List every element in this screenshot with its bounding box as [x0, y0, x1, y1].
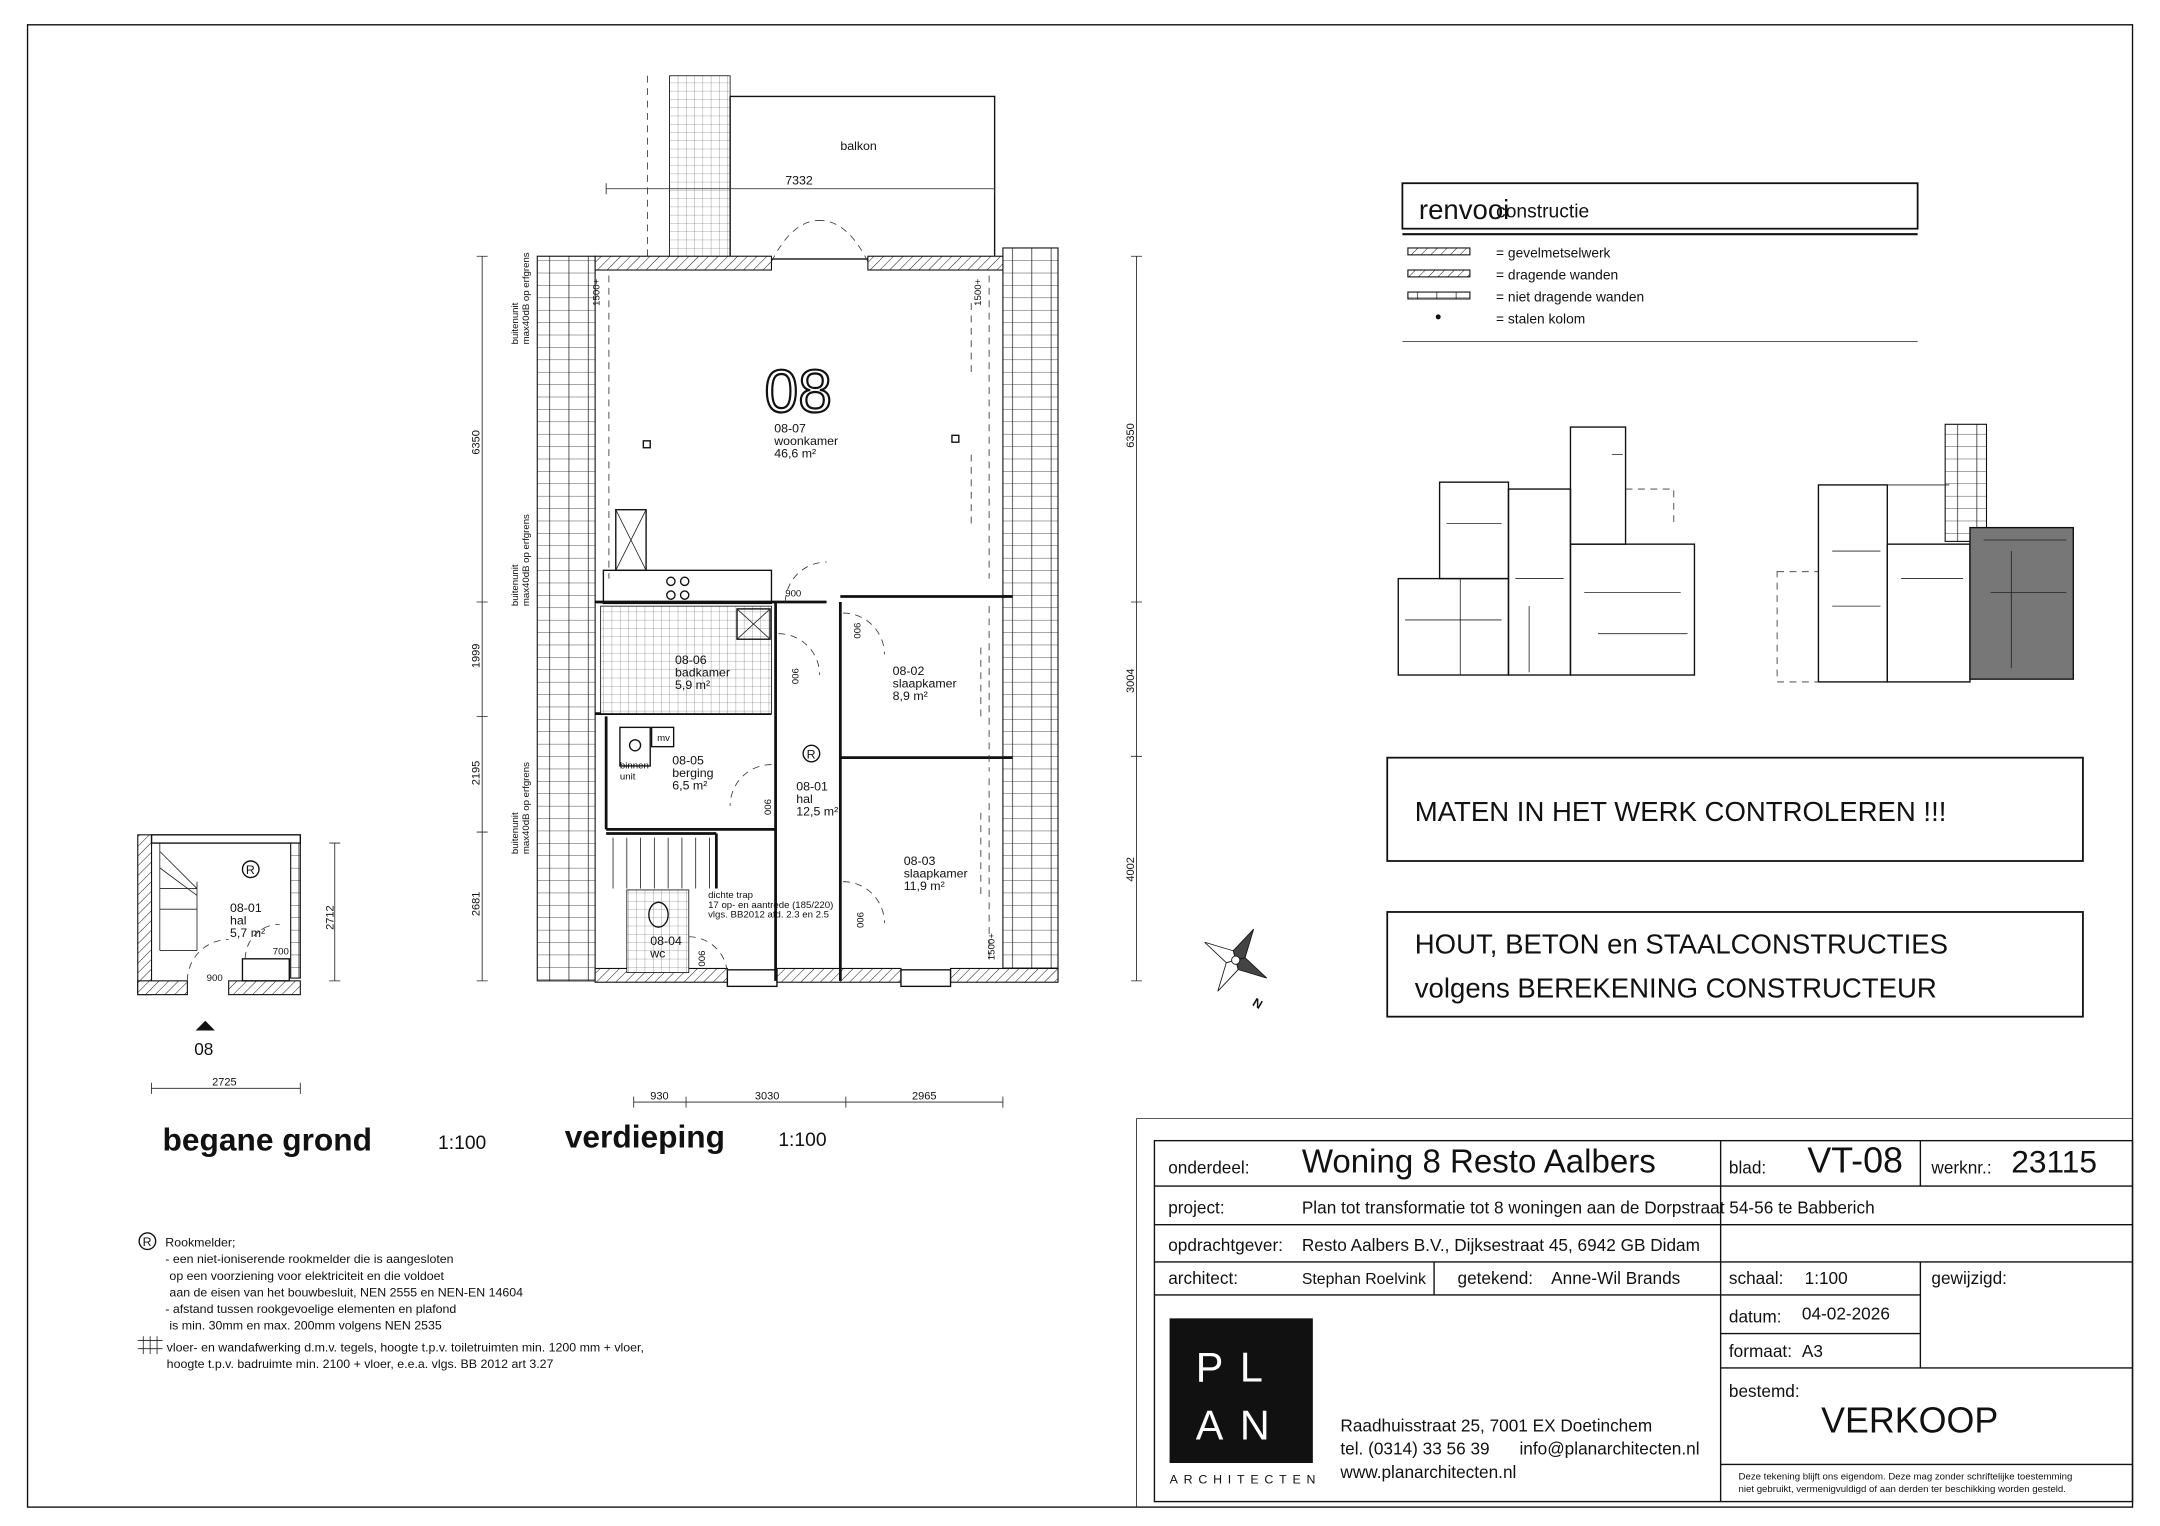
dim-horizontal: 2725: [212, 1076, 237, 1089]
legend-kolom-icon: [1436, 314, 1441, 319]
svg-text:- een niet-ioniserende rookmel: - een niet-ioniserende rookmelder die is aangesloten: [165, 1252, 454, 1267]
tile-symbol-icon: [138, 1336, 163, 1354]
title-schaal: 1:100: [1804, 1267, 1848, 1288]
svg-text:17 op- en aantrede (185/220): 17 op- en aantrede (185/220): [708, 899, 834, 911]
svg-text:hoogte t.p.v. badruimte min. 2: hoogte t.p.v. badruimte min. 2100 + vloer, e.e.a. vlgs. BB 2012 art 3.27: [166, 1356, 554, 1371]
svg-text:08-05: 08-05: [672, 753, 704, 768]
svg-text:46,6 m²: 46,6 m²: [774, 446, 817, 461]
dim-line-bottom: [634, 1097, 1003, 1108]
door-width: 900: [695, 950, 707, 967]
svg-text:8,9 m²: 8,9 m²: [892, 688, 928, 703]
svg-text:max40dB op erfgrens: max40dB op erfgrens: [520, 252, 532, 345]
svg-text:badkamer: badkamer: [675, 665, 731, 680]
dim-bottom: 3030: [754, 1090, 780, 1103]
legend-renvooi: [1402, 183, 1917, 341]
disclaimer: niet gebruikt, vermenigvuldigd of aan derden ter beschikking worden gesteld.: [1738, 1483, 2066, 1495]
key-plan-site: [1398, 427, 1694, 675]
facade-wall-left: [537, 256, 595, 981]
svg-text:vloer- en wandafwerking d.m.v.: vloer- en wandafwerking d.m.v. tegels, hoogte t.p.v. toiletruimten min. 1200 mm + vloer,: [166, 1340, 644, 1355]
floor-plan-begane-grond: [138, 835, 487, 1157]
svg-text:project:: project:: [1168, 1197, 1225, 1218]
svg-text:woonkamer: woonkamer: [774, 433, 839, 448]
plan-title-begane-grond: begane grond: [162, 1121, 372, 1158]
svg-text:= niet dragende wanden: = niet dragende wanden: [1496, 289, 1645, 305]
entrance-label: 08: [194, 1039, 214, 1060]
dim-bottom: 930: [650, 1090, 669, 1103]
balcony-doors: [771, 220, 867, 261]
svg-text:blad:: blad:: [1728, 1157, 1767, 1178]
svg-text:5,9 m²: 5,9 m²: [675, 677, 711, 692]
svg-text:berging: berging: [672, 765, 714, 780]
stairs-ground: [160, 843, 197, 950]
notes: [138, 1233, 644, 1371]
entrance-arrow-icon: [196, 1021, 215, 1031]
facade-wall-right: [1003, 248, 1058, 981]
title-project: Plan tot transformatie tot 8 woningen aan de Dorpstraat 54-56 te Babberich: [1301, 1197, 1875, 1218]
svg-text:vlgs. BB2012 afd. 2.3 en 2.5: vlgs. BB2012 afd. 2.3 en 2.5: [708, 909, 830, 921]
dim-line-left: [477, 256, 488, 981]
title-formaat: A3: [1801, 1340, 1823, 1361]
room-name: hal: [230, 913, 247, 928]
door-width: 900: [789, 668, 801, 685]
room-area: 5,7 m²: [230, 925, 266, 940]
dim-left: 6350: [470, 430, 483, 455]
svg-text:11,9 m²: 11,9 m²: [903, 878, 945, 893]
svg-text:slaapkamer: slaapkamer: [892, 676, 957, 691]
email: info@planarchitecten.nl: [1519, 1438, 1700, 1459]
door-width: 900: [761, 799, 773, 816]
door-width: 900: [206, 972, 223, 984]
svg-text:- afstand tussen rookgevoelige: - afstand tussen rookgevoelige elementen en plafond: [165, 1301, 457, 1316]
svg-text:slaapkamer: slaapkamer: [903, 866, 968, 881]
svg-text:schaal:: schaal:: [1728, 1267, 1784, 1288]
svg-text:architect:: architect:: [1168, 1267, 1239, 1288]
floor-plan-verdieping: [470, 76, 1142, 1155]
title-werknr: 23115: [2011, 1143, 2098, 1180]
warning-measurements: MATEN IN HET WERK CONTROLEREN !!!: [1414, 796, 1947, 828]
plan-title-verdieping: verdieping: [564, 1118, 725, 1155]
plan-architecten-logo: [1170, 1318, 1322, 1486]
dim-left: 1999: [470, 643, 483, 669]
door-width: 900: [851, 622, 863, 639]
room-label-berging: [672, 754, 713, 793]
address: Raadhuisstraat 25, 7001 EX Doetinchem: [1340, 1415, 1653, 1436]
binnen-unit-label: binnen: [619, 760, 649, 772]
north-arrow-icon: [1187, 911, 1285, 1009]
svg-text:is min. 30mm en max. 200mm vol: is min. 30mm en max. 200mm volgens NEN 2535: [169, 1318, 442, 1333]
north-label: N: [1250, 995, 1265, 1012]
svg-text:PL: PL: [1195, 1344, 1280, 1391]
door-width: 900: [785, 588, 802, 600]
svg-text:dichte trap: dichte trap: [708, 890, 754, 902]
svg-text:formaat:: formaat:: [1728, 1340, 1792, 1361]
svg-text:buitenunit: buitenunit: [509, 812, 521, 855]
legend-gevel-icon: [1408, 248, 1470, 255]
svg-text:op een voorziening voor elektr: op een voorziening voor elektriciteit en die voldoet: [169, 1268, 444, 1283]
svg-text:12,5 m²: 12,5 m²: [796, 804, 839, 819]
room-label-slaapkamer-2: [904, 854, 968, 893]
height-mark: 1500+: [972, 278, 984, 306]
room-label-hal: [796, 780, 838, 819]
svg-text:08-02: 08-02: [892, 664, 925, 679]
title-architect: Stephan Roelvink: [1301, 1270, 1426, 1288]
dim-left: 2681: [470, 891, 483, 917]
title-block: [1137, 1119, 2133, 1507]
svg-text:08-01: 08-01: [796, 779, 828, 794]
height-mark: 1500+: [986, 933, 998, 961]
door-width: 900: [853, 911, 865, 929]
svg-text:opdrachtgever:: opdrachtgever:: [1168, 1234, 1283, 1255]
svg-text:max40dB op erfgrens: max40dB op erfgrens: [520, 762, 532, 855]
dim-vertical: 2712: [324, 905, 337, 930]
title-getekend: Anne-Wil Brands: [1551, 1267, 1681, 1288]
unit-number: 08: [764, 356, 832, 425]
svg-text:AN: AN: [1195, 1402, 1287, 1449]
svg-text:08-07: 08-07: [774, 421, 806, 436]
svg-text:= stalen kolom: = stalen kolom: [1496, 311, 1586, 327]
svg-text:gewijzigd:: gewijzigd:: [1931, 1267, 2007, 1288]
mv-label: mv: [657, 733, 670, 745]
svg-text:max40dB op erfgrens: max40dB op erfgrens: [520, 514, 532, 607]
phone: tel. (0314) 33 56 39: [1340, 1438, 1490, 1459]
svg-text:R: R: [142, 1235, 152, 1250]
outdoor-unit-notes: [510, 252, 532, 854]
svg-text:werknr.:: werknr.:: [1931, 1157, 1992, 1178]
svg-text:08-06: 08-06: [675, 653, 707, 668]
svg-text:buitenunit: buitenunit: [509, 564, 521, 607]
dim-right: 6350: [1124, 423, 1137, 448]
stairs: [613, 838, 709, 889]
plan-scale-verdieping: 1:100: [778, 1130, 827, 1152]
height-mark: 1500+: [591, 278, 603, 306]
title-onderdeel: Woning 8 Resto Aalbers: [1301, 1143, 1656, 1181]
smoke-detector-symbol: R: [806, 747, 816, 762]
title-blad: VT-08: [1807, 1140, 1903, 1181]
title-opdrachtgever: Resto Aalbers B.V., Dijksestraat 45, 6942 GB Didam: [1301, 1234, 1700, 1255]
smoke-detector-symbol: R: [245, 863, 255, 878]
warning-structure-line2: volgens BEREKENING CONSTRUCTEUR: [1414, 972, 1937, 1004]
highlighted-unit: [1970, 528, 2073, 680]
plan-scale-begane-grond: 1:100: [438, 1132, 487, 1154]
balcony: [730, 96, 994, 259]
svg-text:datum:: datum:: [1728, 1306, 1782, 1327]
legend-dragend-icon: [1408, 270, 1470, 277]
title-bestemd: VERKOOP: [1821, 1400, 1999, 1441]
svg-text:Rookmelder;: Rookmelder;: [165, 1235, 236, 1250]
svg-text:hal: hal: [796, 792, 813, 807]
dim-left: 2195: [470, 760, 483, 786]
warning-structure-line1: HOUT, BETON en STAALCONSTRUCTIES: [1414, 928, 1948, 960]
svg-text:08-03: 08-03: [903, 854, 936, 869]
svg-text:wc: wc: [650, 946, 666, 961]
stair-note: [708, 890, 833, 920]
legend-niet-dragend-icon: [1408, 292, 1470, 299]
balcony-label: balkon: [840, 139, 877, 154]
binnen-unit-label: unit: [619, 771, 636, 783]
legend-title: renvooi: [1418, 194, 1510, 226]
svg-text:= gevelmetselwerk: = gevelmetselwerk: [1496, 245, 1611, 261]
svg-text:onderdeel:: onderdeel:: [1168, 1157, 1250, 1178]
svg-text:= dragende wanden: = dragende wanden: [1496, 267, 1619, 283]
disclaimer: Deze tekening blijft ons eigendom. Deze mag zonder schriftelijke toestemming: [1738, 1471, 2073, 1483]
room-label-slaapkamer-1: [893, 664, 957, 703]
dim-balcony: 7332: [785, 173, 813, 188]
svg-text:6,5 m²: 6,5 m²: [672, 778, 708, 793]
svg-text:getekend:: getekend:: [1457, 1267, 1534, 1288]
key-plan-unit-location: [1777, 424, 2073, 682]
room-code: 08-01: [230, 900, 262, 915]
svg-text:08-04: 08-04: [650, 934, 682, 949]
dim-right: 4002: [1124, 857, 1137, 882]
svg-text:ARCHITECTEN: ARCHITECTEN: [1169, 1472, 1322, 1487]
balcony-screen: [670, 76, 731, 259]
room-label-woonkamer: [773, 422, 838, 461]
title-datum: 04-02-2026: [1801, 1303, 1890, 1324]
svg-text:aan de eisen van het bouwbeslu: aan de eisen van het bouwbesluit, NEN 2555 en NEN-EN 14604: [169, 1285, 524, 1300]
svg-text:bestemd:: bestemd:: [1728, 1380, 1800, 1401]
svg-text:buitenunit: buitenunit: [509, 302, 521, 345]
dim-right: 3004: [1124, 668, 1137, 693]
door-width: 700: [272, 946, 289, 958]
website: www.planarchitecten.nl: [1340, 1462, 1517, 1483]
dim-bottom: 2965: [911, 1090, 937, 1103]
legend-subtitle: constructie: [1496, 201, 1590, 223]
